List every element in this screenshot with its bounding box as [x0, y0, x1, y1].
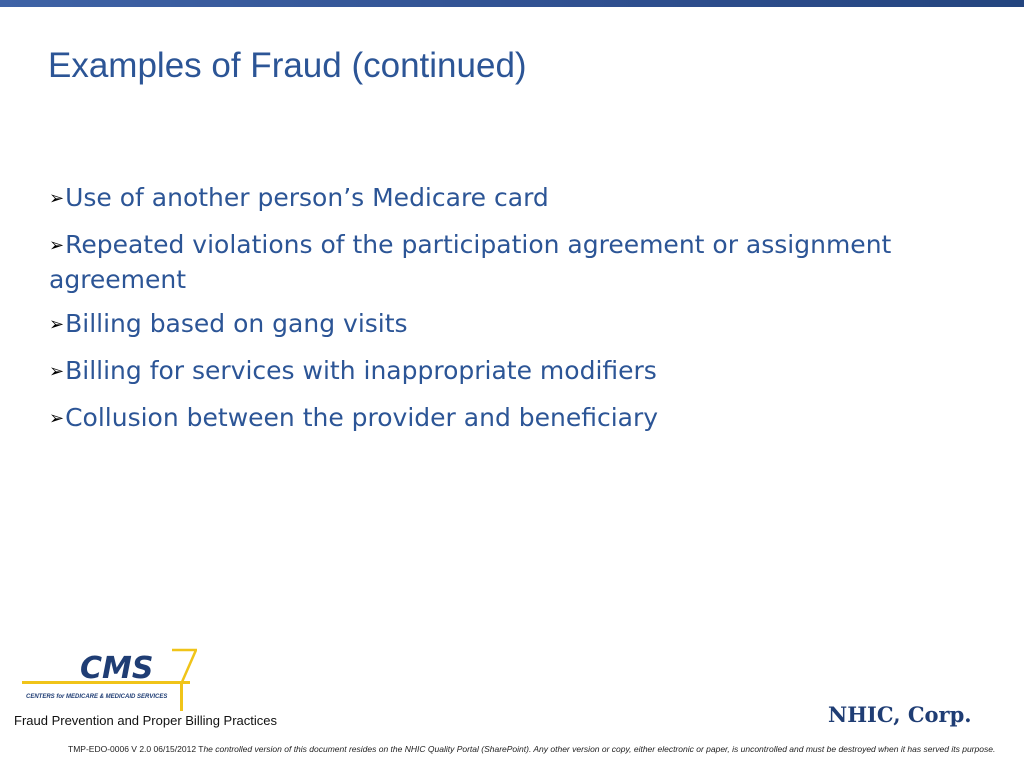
- bullet-text: Billing based on gang visits: [65, 309, 408, 338]
- arrow-bullet-icon: ➢: [49, 361, 65, 382]
- top-accent-bar: [0, 0, 1024, 7]
- arrow-bullet-icon: ➢: [49, 188, 65, 209]
- slide-title: Examples of Fraud (continued): [48, 46, 527, 85]
- arrow-bullet-icon: ➢: [49, 314, 65, 335]
- list-item: [49, 308, 909, 343]
- document-notice: he controlled version of this document resides on the NHIC Quality Portal (SharePoint). Any other version or copy, either electronic or paper, is uncontrolled and must be destroyed when it has served its purpose.: [203, 744, 996, 754]
- list-item: [49, 182, 909, 217]
- bullet-list: [49, 182, 909, 449]
- bullet-text: Use of another person’s Medicare card: [65, 183, 549, 212]
- cms-logo-text: CMS: [80, 651, 154, 686]
- arrow-bullet-icon: ➢: [49, 235, 65, 256]
- cms-logo: [22, 648, 197, 712]
- list-item: [49, 229, 909, 296]
- bullet-text: Repeated violations of the participation agreement or assignment agreement: [49, 230, 892, 294]
- document-control-note: [22, 742, 1012, 756]
- document-code: TMP-EDO-0006 V 2.0 06/15/2012 T: [68, 744, 204, 754]
- list-item: [49, 402, 909, 437]
- presentation-title: Fraud Prevention and Proper Billing Practices: [14, 713, 278, 728]
- bullet-text: Collusion between the provider and beneficiary: [65, 403, 659, 432]
- list-item: [49, 355, 909, 390]
- arrow-bullet-icon: ➢: [49, 408, 65, 429]
- cms-logo-subtext: CENTERS for MEDICARE & MEDICAID SERVICES: [26, 694, 168, 700]
- bullet-text: Billing for services with inappropriate modifiers: [65, 356, 657, 385]
- nhic-logo: NHIC, Corp.: [828, 702, 972, 727]
